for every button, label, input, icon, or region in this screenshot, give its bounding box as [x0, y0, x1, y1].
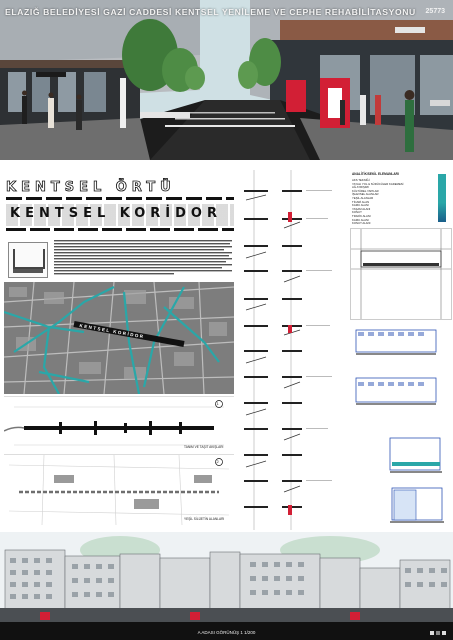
bottom-elevation: [0, 532, 453, 640]
corridor-plan-1: [4, 396, 234, 453]
street-sections-diagram: [236, 170, 336, 530]
scale-mark: [436, 631, 440, 635]
plan-number-1: 1: [216, 401, 219, 406]
section-thumbnail-shape: [13, 249, 45, 269]
aerial-map: [4, 282, 234, 394]
scale-mark: [442, 631, 446, 635]
description-text-block: [54, 240, 234, 276]
aerial-map-graphic: [4, 282, 234, 394]
legend-item: KONUT: [352, 210, 362, 215]
street-elevation-drawing: [0, 532, 453, 640]
corridor-plan-2-drawing: [4, 455, 234, 525]
elevation-caption: A ADASI GÖRÜNÜŞ 1 1/200: [197, 630, 256, 635]
plan-number-2: 2: [216, 459, 219, 464]
legend-item: YEŞİL ALANLAR: [352, 195, 374, 200]
facade-elevations-drawing: [350, 322, 450, 527]
legend-panel: [350, 170, 450, 226]
site-plan-drawing: [351, 229, 451, 319]
hero-street-render: [0, 0, 453, 160]
description-text-lines: [54, 240, 234, 276]
legend-title: ANALİTİK/SEKİL ELEMANLARI: [352, 172, 399, 176]
legend-item: KÜLTÜREL YAPILAR: [352, 188, 379, 193]
legend-item: TRAFİK ALANI: [352, 213, 371, 218]
map-corridor-label: KENTSEL KORİDOR: [79, 323, 145, 340]
section-title-band: [6, 204, 234, 226]
site-plan-panel: [350, 228, 452, 320]
legend-item: KAMU ALANI: [352, 217, 369, 222]
poster-code: 25773: [425, 8, 445, 15]
legend-item: KAMU ALANI: [352, 203, 369, 208]
section-thumbnail-ground: [13, 269, 43, 273]
legend-item: TİCARİ ALAN: [352, 199, 370, 204]
legend-item: AĞ AYRIŞIMI: [352, 185, 369, 190]
legend-item: YAYALI YOL & SÜRÜCÜLER KADEMESİ: [352, 181, 404, 186]
legend-item: YAŞAM ALANI: [352, 206, 371, 211]
street-render-illustration: [0, 0, 453, 160]
plan-label-2: YEŞİL SİLÜETİN ALANLARI: [184, 517, 225, 521]
legend-color-bar: [438, 174, 446, 222]
divider: [0, 160, 453, 168]
title-stripe: [6, 197, 234, 200]
title-stripe-2: [6, 228, 234, 231]
corridor-plan-2: [4, 454, 234, 525]
legend-item: İŞLEVSEL ALANLAR: [352, 192, 379, 197]
legend-item: KONUT ALANI: [352, 221, 371, 226]
plan-label-1: TANIM VE TAŞIT AKIŞLARI: [184, 445, 224, 449]
legend-list: [352, 179, 412, 226]
street-furniture-sections: [236, 170, 336, 530]
section-thumbnail: [8, 242, 48, 278]
legend-item: AKS TEKNİĞİ: [352, 178, 370, 182]
section-title-urban-corridor: KENTSEL KORİDOR: [10, 206, 222, 221]
facade-elevations-panel: [350, 322, 450, 527]
scale-mark: [430, 631, 434, 635]
poster-title: ELAZIĞ BELEDİYESİ GAZİ CADDESİ KENTSEL YENİLEME VE CEPHE REHABİLİTASYONU: [5, 7, 416, 17]
section-title-urban-cover: KENTSEL ÖRTÜ: [6, 180, 176, 195]
